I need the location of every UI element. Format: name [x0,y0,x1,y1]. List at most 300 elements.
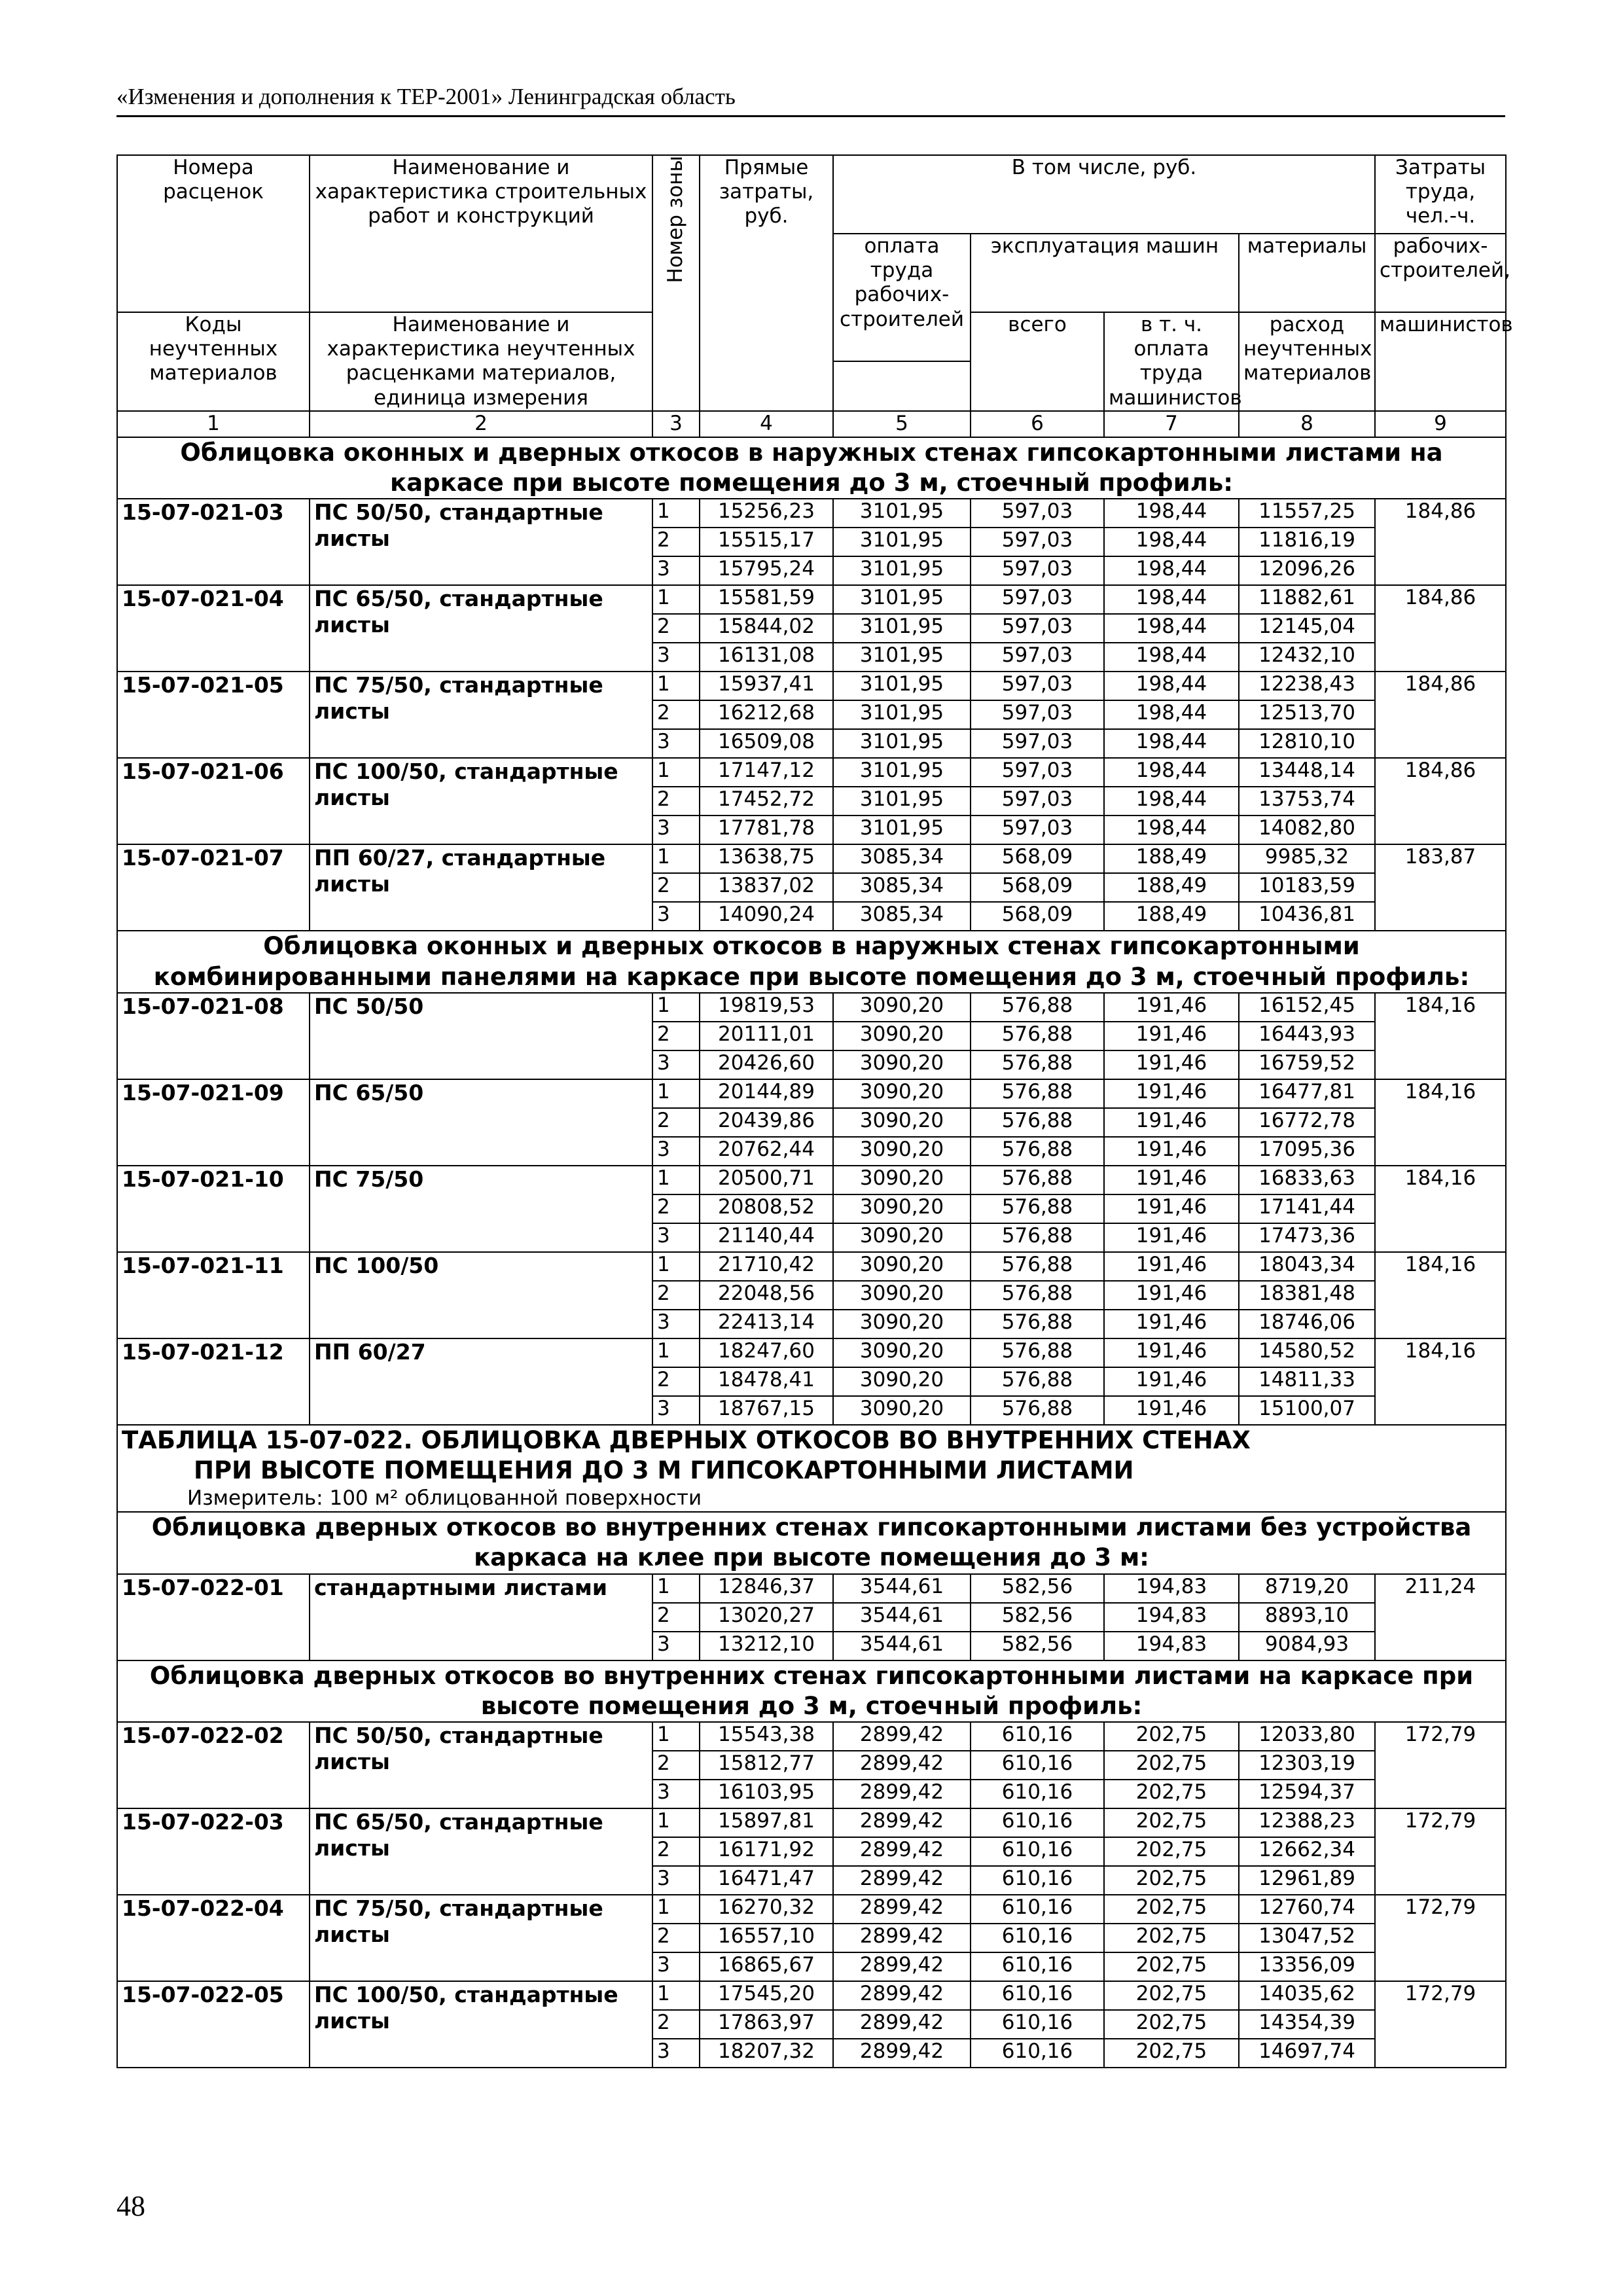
machinist-wages: 202,75 [1104,2039,1239,2068]
machine-costs: 597,03 [971,556,1104,585]
section-heading-block [117,1512,1506,1574]
direct-costs: 17452,72 [700,787,833,816]
machinist-wages: 191,46 [1104,1022,1239,1050]
machine-costs: 568,09 [971,844,1104,873]
machinist-wages: 198,44 [1104,528,1239,556]
direct-costs: 19819,53 [700,993,833,1022]
zone-number: 2 [652,614,700,643]
builder-wages: 3090,20 [833,993,971,1022]
builder-wages: 3090,20 [833,1338,971,1367]
rate-code: 15-07-021-09 [117,1079,310,1166]
builder-wages: 3101,95 [833,556,971,585]
labor-hours: 184,16 [1375,1338,1506,1425]
zone-number: 3 [652,1780,700,1808]
machine-costs: 576,88 [971,1281,1104,1310]
direct-costs: 15515,17 [700,528,833,556]
rate-group [117,1574,1506,1660]
machine-costs: 576,88 [971,1223,1104,1252]
rate-group [117,672,1506,758]
builder-wages: 3085,34 [833,873,971,902]
rate-group [117,1808,1506,1895]
work-name: ПС 100/50, стандартные листы [310,758,652,844]
machinist-wages: 191,46 [1104,1194,1239,1223]
direct-costs: 21710,42 [700,1252,833,1281]
machine-costs: 597,03 [971,816,1104,844]
machine-costs: 610,16 [971,1751,1104,1780]
col-num: 6 [971,411,1104,437]
builder-wages: 3090,20 [833,1108,971,1137]
col-num: 7 [1104,411,1239,437]
zone-number: 1 [652,1808,700,1837]
machinist-wages: 194,83 [1104,1632,1239,1660]
material-costs: 11557,25 [1239,499,1375,528]
machine-costs: 582,56 [971,1632,1104,1660]
builder-wages: 3101,95 [833,499,971,528]
machinist-wages: 191,46 [1104,1252,1239,1281]
zone-number: 1 [652,1166,700,1194]
material-costs: 14811,33 [1239,1367,1375,1396]
head-rate-numbers: Номера расценок [117,155,310,312]
machine-costs: 610,16 [971,1866,1104,1895]
table-row [117,1252,1506,1281]
zone-number: 2 [652,1281,700,1310]
labor-hours: 184,16 [1375,1166,1506,1252]
rate-group [117,1252,1506,1338]
machine-costs: 576,88 [971,1338,1104,1367]
rate-group [117,758,1506,844]
work-name: ПС 65/50 [310,1079,652,1166]
rate-group [117,1981,1506,2068]
builder-wages: 3090,20 [833,1252,971,1281]
machine-costs: 576,88 [971,1108,1104,1137]
builder-wages: 3101,95 [833,528,971,556]
builder-wages: 2899,42 [833,1837,971,1866]
machinist-wages: 198,44 [1104,787,1239,816]
section-title: Облицовка дверных откосов во внутренних стенах гипсокартонными листами на каркасе при высоте помещения до 3 м, стоечный профиль: [117,1660,1506,1723]
machine-costs: 597,03 [971,614,1104,643]
material-costs: 18381,48 [1239,1281,1375,1310]
machine-costs: 610,16 [971,2010,1104,2039]
table-row [117,672,1506,700]
head-machinist-wages: в т. ч. оплата труда машинистов [1104,312,1239,411]
table-row [117,1808,1506,1837]
material-costs: 8893,10 [1239,1603,1375,1632]
builder-wages: 3101,95 [833,787,971,816]
machine-costs: 576,88 [971,1310,1104,1338]
builder-wages: 3090,20 [833,1281,971,1310]
zone-number: 2 [652,873,700,902]
work-name: ПС 50/50 [310,993,652,1079]
zone-number: 2 [652,1108,700,1137]
machinist-wages: 198,44 [1104,700,1239,729]
col-num: 2 [310,411,652,437]
direct-costs: 16131,08 [700,643,833,672]
col-num: 9 [1375,411,1506,437]
builder-wages: 3090,20 [833,1050,971,1079]
section-title: Облицовка оконных и дверных откосов в наружных стенах гипсокартонными комбинированными панелями на каркасе при высоте помещения до 3 м, стоечный профиль: [117,931,1506,993]
direct-costs: 13837,02 [700,873,833,902]
builder-wages: 3085,34 [833,902,971,931]
machine-costs: 610,16 [971,1808,1104,1837]
zone-number: 1 [652,585,700,614]
material-costs: 10436,81 [1239,902,1375,931]
rate-group [117,1895,1506,1981]
builder-wages: 2899,42 [833,1780,971,1808]
rate-code: 15-07-022-05 [117,1981,310,2068]
machinist-wages: 198,44 [1104,556,1239,585]
zone-number: 2 [652,1603,700,1632]
running-header: «Изменения и дополнения к ТЕР-2001» Ленинградская область [116,84,1505,117]
direct-costs: 20439,86 [700,1108,833,1137]
builder-wages: 3090,20 [833,1223,971,1252]
head-machines: эксплуатация машин [971,234,1239,312]
builder-wages: 3090,20 [833,1396,971,1425]
machine-costs: 568,09 [971,873,1104,902]
machine-costs: 576,88 [971,1194,1104,1223]
head-zone [652,155,700,411]
material-costs: 13356,09 [1239,1952,1375,1981]
direct-costs: 16865,67 [700,1952,833,1981]
material-costs: 10183,59 [1239,873,1375,902]
direct-costs: 14090,24 [700,902,833,931]
builder-wages: 2899,42 [833,2039,971,2068]
zone-number: 3 [652,729,700,758]
machine-costs: 576,88 [971,1022,1104,1050]
col-num: 8 [1239,411,1375,437]
direct-costs: 20808,52 [700,1194,833,1223]
direct-costs: 17781,78 [700,816,833,844]
direct-costs: 16171,92 [700,1837,833,1866]
direct-costs: 18207,32 [700,2039,833,2068]
col-num: 5 [833,411,971,437]
zone-number: 3 [652,1396,700,1425]
direct-costs: 17545,20 [700,1981,833,2010]
zone-number: 3 [652,1137,700,1166]
direct-costs: 18478,41 [700,1367,833,1396]
machinist-wages: 198,44 [1104,758,1239,787]
work-name: ПП 60/27 [310,1338,652,1425]
head-material-codes: Коды неучтенных материалов [117,312,310,411]
machinist-wages: 202,75 [1104,1952,1239,1981]
machinist-wages: 191,46 [1104,1108,1239,1137]
machinist-wages: 191,46 [1104,1166,1239,1194]
material-costs: 12961,89 [1239,1866,1375,1895]
material-costs: 12388,23 [1239,1808,1375,1837]
material-costs: 18746,06 [1239,1310,1375,1338]
machinist-wages: 191,46 [1104,1310,1239,1338]
direct-costs: 16103,95 [700,1780,833,1808]
machine-costs: 610,16 [971,1895,1104,1924]
material-costs: 11816,19 [1239,528,1375,556]
head-material-names: Наименование и характеристика неучтенных расценками материалов, единица измерения [310,312,652,411]
rate-code: 15-07-022-02 [117,1722,310,1808]
machine-costs: 610,16 [971,1780,1104,1808]
rate-group [117,1166,1506,1252]
machine-costs: 582,56 [971,1603,1104,1632]
machinist-wages: 194,83 [1104,1574,1239,1603]
builder-wages: 3090,20 [833,1194,971,1223]
builder-wages: 3090,20 [833,1137,971,1166]
zone-number: 1 [652,1981,700,2010]
direct-costs: 20762,44 [700,1137,833,1166]
col-num: 4 [700,411,833,437]
head-labor-costs: Затраты труда, чел.-ч. [1375,155,1506,234]
table-row [117,1981,1506,2010]
zone-number: 2 [652,1367,700,1396]
direct-costs: 16509,08 [700,729,833,758]
zone-number: 3 [652,556,700,585]
material-costs: 13047,52 [1239,1924,1375,1952]
builder-wages: 2899,42 [833,2010,971,2039]
col-num: 3 [652,411,700,437]
material-costs: 16833,63 [1239,1166,1375,1194]
material-costs: 16477,81 [1239,1079,1375,1108]
labor-hours: 184,86 [1375,499,1506,585]
table-row [117,1079,1506,1108]
machine-costs: 576,88 [971,1137,1104,1166]
rate-code: 15-07-021-08 [117,993,310,1079]
machinist-wages: 202,75 [1104,1780,1239,1808]
table-row [117,844,1506,873]
zone-number: 1 [652,1338,700,1367]
builder-wages: 3090,20 [833,1022,971,1050]
direct-costs: 16270,32 [700,1895,833,1924]
machine-costs: 576,88 [971,1079,1104,1108]
zone-number: 2 [652,1924,700,1952]
material-costs: 13753,74 [1239,787,1375,816]
material-costs: 12096,26 [1239,556,1375,585]
material-costs: 14035,62 [1239,1981,1375,2010]
table-title-line: ТАБЛИЦА 15-07-022. ОБЛИЦОВКА ДВЕРНЫХ ОТКОСОВ ВО ВНУТРЕННИХ СТЕНАХ [122,1426,1251,1454]
builder-wages: 3101,95 [833,758,971,787]
labor-hours: 184,16 [1375,1252,1506,1338]
machinist-wages: 191,46 [1104,1338,1239,1367]
zone-number: 2 [652,1022,700,1050]
direct-costs: 13020,27 [700,1603,833,1632]
section-heading-block [117,437,1506,499]
machinist-wages: 202,75 [1104,1751,1239,1780]
machinist-wages: 191,46 [1104,1050,1239,1079]
work-name: ПС 65/50, стандартные листы [310,1808,652,1895]
zone-number: 1 [652,993,700,1022]
material-costs: 8719,20 [1239,1574,1375,1603]
rate-code: 15-07-021-04 [117,585,310,672]
builder-wages: 3090,20 [833,1310,971,1338]
head-builders: рабочих-строителей, [1375,234,1506,312]
labor-hours: 172,79 [1375,1722,1506,1808]
zone-number: 3 [652,1310,700,1338]
zone-number: 2 [652,2010,700,2039]
material-costs: 14697,74 [1239,2039,1375,2068]
direct-costs: 13638,75 [700,844,833,873]
direct-costs: 13212,10 [700,1632,833,1660]
material-costs: 12513,70 [1239,700,1375,729]
machine-costs: 610,16 [971,1837,1104,1866]
labor-hours: 172,79 [1375,1895,1506,1981]
builder-wages: 2899,42 [833,1895,971,1924]
rate-group [117,993,1506,1079]
labor-hours: 184,16 [1375,993,1506,1079]
machinist-wages: 202,75 [1104,1895,1239,1924]
machinist-wages: 198,44 [1104,499,1239,528]
machine-costs: 610,16 [971,2039,1104,2068]
table-row [117,1722,1506,1751]
work-name: ПП 60/27, стандартные листы [310,844,652,931]
machine-costs: 597,03 [971,528,1104,556]
rate-code: 15-07-021-07 [117,844,310,931]
builder-wages: 3090,20 [833,1367,971,1396]
machine-costs: 576,88 [971,1252,1104,1281]
col-num: 1 [117,411,310,437]
direct-costs: 15812,77 [700,1751,833,1780]
machine-costs: 610,16 [971,1952,1104,1981]
rate-code: 15-07-021-10 [117,1166,310,1252]
section-title: Облицовка дверных откосов во внутренних стенах гипсокартонными листами без устройства каркаса на клее при высоте помещения до 3 м: [117,1512,1506,1574]
zone-number: 3 [652,2039,700,2068]
material-costs: 12145,04 [1239,614,1375,643]
machine-costs: 576,88 [971,1396,1104,1425]
material-costs: 12594,37 [1239,1780,1375,1808]
zone-number: 3 [652,816,700,844]
machinist-wages: 191,46 [1104,1223,1239,1252]
machinist-wages: 194,83 [1104,1603,1239,1632]
rate-code: 15-07-022-03 [117,1808,310,1895]
builder-wages: 3101,95 [833,585,971,614]
table-row [117,499,1506,528]
head-wages: оплата труда рабочих-строителей [833,234,971,361]
builder-wages: 3544,61 [833,1574,971,1603]
zone-number: 3 [652,643,700,672]
table-row [117,585,1506,614]
zone-number: 1 [652,1722,700,1751]
table-row [117,1166,1506,1194]
material-costs: 12760,74 [1239,1895,1375,1924]
builder-wages: 2899,42 [833,1808,971,1837]
direct-costs: 17147,12 [700,758,833,787]
machinist-wages: 198,44 [1104,585,1239,614]
machinist-wages: 202,75 [1104,1837,1239,1866]
direct-costs: 16471,47 [700,1866,833,1895]
zone-number: 2 [652,787,700,816]
zone-number: 3 [652,1632,700,1660]
material-costs: 11882,61 [1239,585,1375,614]
zone-number: 1 [652,844,700,873]
rate-code: 15-07-021-12 [117,1338,310,1425]
machine-costs: 576,88 [971,1050,1104,1079]
zone-number: 1 [652,1252,700,1281]
machinist-wages: 198,44 [1104,614,1239,643]
direct-costs: 17863,97 [700,2010,833,2039]
machine-costs: 597,03 [971,672,1104,700]
direct-costs: 20111,01 [700,1022,833,1050]
machinist-wages: 188,49 [1104,844,1239,873]
zone-number: 3 [652,1866,700,1895]
builder-wages: 2899,42 [833,1866,971,1895]
builder-wages: 2899,42 [833,1722,971,1751]
zone-number: 2 [652,528,700,556]
material-costs: 16772,78 [1239,1108,1375,1137]
zone-number: 2 [652,1751,700,1780]
machinist-wages: 188,49 [1104,902,1239,931]
material-costs: 14354,39 [1239,2010,1375,2039]
direct-costs: 15844,02 [700,614,833,643]
zone-number: 3 [652,1223,700,1252]
machine-costs: 568,09 [971,902,1104,931]
direct-costs: 20144,89 [700,1079,833,1108]
head-direct-costs: Прямые затраты, руб. [700,155,833,411]
table-title-line: ПРИ ВЫСОТЕ ПОМЕЩЕНИЯ ДО 3 М ГИПСОКАРТОННЫМИ ЛИСТАМИ [194,1456,1134,1484]
head-wages-cont [833,361,971,410]
direct-costs: 15256,23 [700,499,833,528]
machine-costs: 597,03 [971,585,1104,614]
head-material-usage: расход неучтенных материалов [1239,312,1375,411]
material-costs: 17095,36 [1239,1137,1375,1166]
material-costs: 15100,07 [1239,1396,1375,1425]
zone-number: 1 [652,1079,700,1108]
direct-costs: 20426,60 [700,1050,833,1079]
zone-number: 3 [652,902,700,931]
material-costs: 12303,19 [1239,1751,1375,1780]
builder-wages: 2899,42 [833,1924,971,1952]
machine-costs: 597,03 [971,499,1104,528]
direct-costs: 16212,68 [700,700,833,729]
machinist-wages: 191,46 [1104,1367,1239,1396]
builder-wages: 3101,95 [833,729,971,758]
machine-costs: 597,03 [971,700,1104,729]
direct-costs: 15543,38 [700,1722,833,1751]
direct-costs: 15795,24 [700,556,833,585]
labor-hours: 184,16 [1375,1079,1506,1166]
measure-unit: Измеритель: 100 м² облицованной поверхности [187,1486,702,1511]
direct-costs: 16557,10 [700,1924,833,1952]
machinist-wages: 198,44 [1104,672,1239,700]
rate-code: 15-07-022-01 [117,1574,310,1660]
head-materials: материалы [1239,234,1375,312]
work-name: ПС 100/50, стандартные листы [310,1981,652,2068]
labor-hours: 172,79 [1375,1808,1506,1895]
table-row [117,758,1506,787]
material-costs: 12662,34 [1239,1837,1375,1866]
direct-costs: 18767,15 [700,1396,833,1425]
zone-number: 1 [652,1574,700,1603]
machine-costs: 576,88 [971,993,1104,1022]
zone-number: 1 [652,672,700,700]
material-costs: 9084,93 [1239,1632,1375,1660]
machinist-wages: 198,44 [1104,816,1239,844]
direct-costs: 15897,81 [700,1808,833,1837]
material-costs: 9985,32 [1239,844,1375,873]
labor-hours: 184,86 [1375,672,1506,758]
machinist-wages: 202,75 [1104,1808,1239,1837]
rate-group [117,1079,1506,1166]
builder-wages: 3101,95 [833,700,971,729]
material-costs: 14580,52 [1239,1338,1375,1367]
rate-code: 15-07-021-11 [117,1252,310,1338]
rates-table [116,154,1513,2068]
machine-costs: 576,88 [971,1367,1104,1396]
builder-wages: 2899,42 [833,1751,971,1780]
material-costs: 14082,80 [1239,816,1375,844]
machinist-wages: 202,75 [1104,2010,1239,2039]
table-row [117,1338,1506,1367]
work-name: стандартными листами [310,1574,652,1660]
builder-wages: 3544,61 [833,1632,971,1660]
work-name: ПС 75/50 [310,1166,652,1252]
work-name: ПС 75/50, стандартные листы [310,672,652,758]
machinist-wages: 191,46 [1104,1079,1239,1108]
head-machinists: машинистов [1375,312,1506,411]
labor-hours: 184,86 [1375,585,1506,672]
